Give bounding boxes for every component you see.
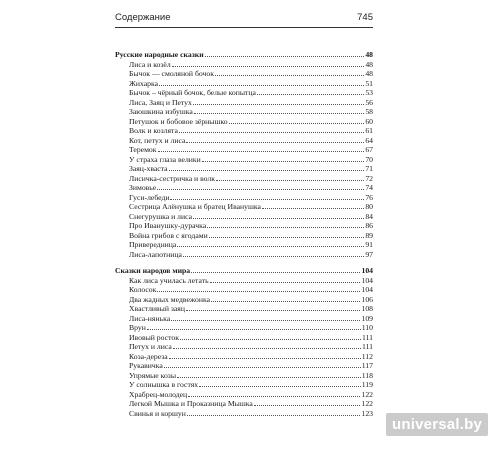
toc-entry	[115, 352, 373, 362]
toc-entry-page: 117	[361, 361, 373, 370]
toc-entry-page: 104	[361, 275, 373, 285]
toc-entry-page: 61	[365, 126, 373, 135]
toc-section	[115, 50, 373, 259]
toc-entry-title: Коза-дереза	[129, 351, 168, 361]
running-header-title: Содержание	[115, 12, 171, 23]
toc-entry-title: Привередница	[129, 240, 177, 249]
header-rule	[115, 27, 373, 28]
toc-entry	[115, 390, 373, 400]
toc-entry	[115, 361, 373, 371]
toc-entry-page: 108	[361, 304, 373, 313]
dot-leader	[180, 333, 361, 340]
dot-leader	[179, 126, 364, 133]
toc-entry	[115, 60, 373, 70]
dot-leader	[191, 266, 360, 273]
toc-entry	[115, 174, 373, 184]
toc-entry-page: 109	[361, 313, 373, 323]
toc-section	[115, 266, 373, 418]
toc-entry-page: 70	[365, 154, 373, 164]
toc-entry-page: 106	[361, 294, 373, 304]
toc-entry-page: 74	[365, 183, 373, 192]
toc-entry	[115, 304, 373, 314]
toc-entry-page: 51	[365, 78, 373, 88]
toc-entry	[115, 69, 373, 79]
page-number: 745	[357, 12, 373, 23]
dot-leader	[169, 164, 365, 171]
toc-entry-title: Как лиса училась летать	[129, 275, 209, 285]
toc-entry-title: Бычок — смоляной бочок	[129, 69, 214, 78]
toc-entry-title: Сестрица Алёнушка и братец Иванушка	[129, 202, 261, 211]
toc-entry-page: 112	[361, 351, 373, 361]
dot-leader	[257, 88, 364, 95]
toc-entry-title: Про Иванушку-дурачка	[129, 221, 207, 230]
toc-entry-title: Хвастливый заяц	[129, 304, 185, 313]
toc-entry-page: 64	[365, 135, 373, 145]
toc-entry	[115, 221, 373, 231]
toc-entry	[115, 399, 373, 409]
dot-leader	[171, 314, 360, 321]
toc-entry	[115, 145, 373, 155]
toc-entry-title: У страха глаза велики	[129, 154, 201, 164]
toc-entry	[115, 164, 373, 174]
toc-entry-page: 119	[361, 380, 373, 389]
toc-entry-page: 86	[365, 221, 373, 230]
toc-entry	[115, 276, 373, 286]
toc-entry-page: 89	[365, 230, 373, 240]
toc-section-heading-page: 104	[361, 266, 373, 275]
toc-entry-title: У солнышка в гостях	[129, 380, 199, 389]
toc-entry	[115, 333, 373, 343]
toc-entry	[115, 231, 373, 241]
dot-leader	[183, 250, 364, 257]
toc-entry-title: Лиса-лапотница	[129, 249, 182, 259]
dot-leader	[169, 352, 361, 359]
toc-entry-title: Теремок	[129, 145, 157, 154]
dot-leader	[209, 231, 365, 238]
toc-entry	[115, 380, 373, 390]
dot-leader	[254, 399, 361, 406]
toc-entry-page: 110	[361, 323, 373, 332]
dot-leader	[157, 183, 364, 190]
toc-entry-title: Заюшкина избушка	[129, 107, 193, 116]
dot-leader	[215, 69, 364, 76]
toc-entry-title: Петушок и бобовое зёрнышко	[129, 116, 228, 126]
toc-entry-page: 53	[365, 88, 373, 97]
toc-entry-page: 104	[361, 285, 373, 294]
toc-entry-title: Петух и лиса	[129, 342, 172, 351]
toc-entry-page: 72	[365, 173, 373, 183]
dot-leader	[170, 193, 364, 200]
dot-leader	[188, 390, 360, 397]
toc-entry-page: 118	[361, 370, 373, 380]
toc-section-heading-title: Русские народные сказки	[115, 50, 204, 59]
dot-leader	[262, 202, 364, 209]
toc-entry-title: Жихарка	[129, 78, 159, 88]
table-of-contents	[115, 50, 373, 418]
toc-entry-page: 111	[362, 332, 373, 342]
toc-entry	[115, 295, 373, 305]
dot-leader	[187, 409, 361, 416]
toc-entry-title: Лиса-нянька	[129, 313, 171, 323]
toc-entry-page: 71	[365, 164, 373, 173]
toc-entry-page: 122	[361, 389, 373, 399]
toc-entry-title: Война грибов с ягодами	[129, 230, 208, 240]
toc-entry-page: 58	[365, 107, 373, 116]
toc-entry	[115, 323, 373, 333]
toc-entry-title: Свинья и коршун	[129, 408, 186, 418]
toc-entry-title: Легкой Мышка и Проказница Мышка	[129, 399, 253, 408]
toc-entry	[115, 285, 373, 295]
toc-entry-page: 91	[365, 240, 373, 249]
dot-leader	[207, 221, 364, 228]
toc-entry-title: Кот, петух и лиса	[129, 135, 186, 145]
watermark: universal.by	[386, 413, 488, 436]
toc-entry	[115, 98, 373, 108]
toc-entry-title: Два жадных медвежонка	[129, 294, 210, 304]
running-header	[115, 12, 373, 23]
toc-entry-title: Заяц-хваста	[129, 164, 168, 173]
dot-leader	[211, 295, 360, 302]
toc-section-heading	[115, 50, 373, 60]
dot-leader	[159, 79, 364, 86]
toc-entry	[115, 240, 373, 250]
toc-section-heading-page: 48	[365, 50, 373, 59]
toc-entry-title: Врун	[129, 323, 146, 332]
toc-entry-page: 56	[365, 97, 373, 107]
toc-entry-title: Бычок – чёрный бочок, белые копытца	[129, 88, 256, 97]
dot-leader	[199, 380, 361, 387]
dot-leader	[229, 117, 365, 124]
dot-leader	[186, 304, 361, 311]
dot-leader	[158, 145, 365, 152]
toc-entry-page: 76	[365, 192, 373, 202]
toc-entry-title: Храбрец-молодец	[129, 389, 188, 399]
dot-leader	[164, 361, 361, 368]
toc-entry-page: 80	[365, 202, 373, 211]
toc-entry	[115, 107, 373, 117]
toc-entry-page: 60	[365, 116, 373, 126]
toc-section-heading-title: Сказки народов мира	[115, 266, 191, 275]
dot-leader	[177, 371, 361, 378]
toc-entry-title: Упрямые козы	[129, 370, 177, 380]
dot-leader	[193, 212, 364, 219]
dot-leader	[210, 276, 361, 283]
dot-leader	[205, 50, 365, 57]
toc-entry-title: Лиса, Заяц и Петух	[129, 97, 192, 107]
toc-entry-page: 123	[361, 408, 373, 418]
toc-entry-title: Снегурушка и лиса	[129, 211, 193, 221]
toc-entry-title: Рукавичка	[129, 361, 163, 370]
toc-entry-page: 48	[365, 59, 373, 69]
toc-entry-page: 111	[362, 342, 373, 351]
dot-leader	[216, 174, 364, 181]
dot-leader	[202, 155, 365, 162]
toc-entry	[115, 183, 373, 193]
toc-entry	[115, 136, 373, 146]
toc-entry-title: Зимовье	[129, 183, 157, 192]
toc-entry-title: Лисичка-сестричка и волк	[129, 173, 215, 183]
toc-entry-title: Ивовый росток	[129, 332, 179, 342]
toc-entry-title: Гуси-лебеди	[129, 192, 170, 202]
toc-entry-page: 48	[365, 69, 373, 78]
toc-section-heading	[115, 266, 373, 276]
toc-entry	[115, 193, 373, 203]
toc-entry-title: Лиса и козёл	[129, 59, 171, 69]
toc-entry-page: 122	[361, 399, 373, 408]
dot-leader	[194, 107, 365, 114]
toc-entry-title: Колосок	[129, 285, 157, 294]
toc-entry	[115, 88, 373, 98]
dot-leader	[147, 323, 361, 330]
toc-entry	[115, 79, 373, 89]
toc-entry	[115, 409, 373, 419]
dot-leader	[173, 342, 361, 349]
toc-entry-page: 97	[365, 249, 373, 259]
toc-entry	[115, 250, 373, 260]
dot-leader	[157, 285, 360, 292]
toc-entry	[115, 342, 373, 352]
toc-entry	[115, 371, 373, 381]
toc-entry	[115, 155, 373, 165]
toc-entry-page: 67	[365, 145, 373, 154]
dot-leader	[193, 98, 364, 105]
dot-leader	[172, 60, 365, 67]
toc-entry	[115, 126, 373, 136]
dot-leader	[177, 240, 364, 247]
toc-entry-page: 84	[365, 211, 373, 221]
dot-leader	[186, 136, 364, 143]
toc-entry-title: Волк и козлята	[129, 126, 178, 135]
toc-entry	[115, 117, 373, 127]
toc-entry	[115, 212, 373, 222]
toc-entry	[115, 202, 373, 212]
toc-entry	[115, 314, 373, 324]
